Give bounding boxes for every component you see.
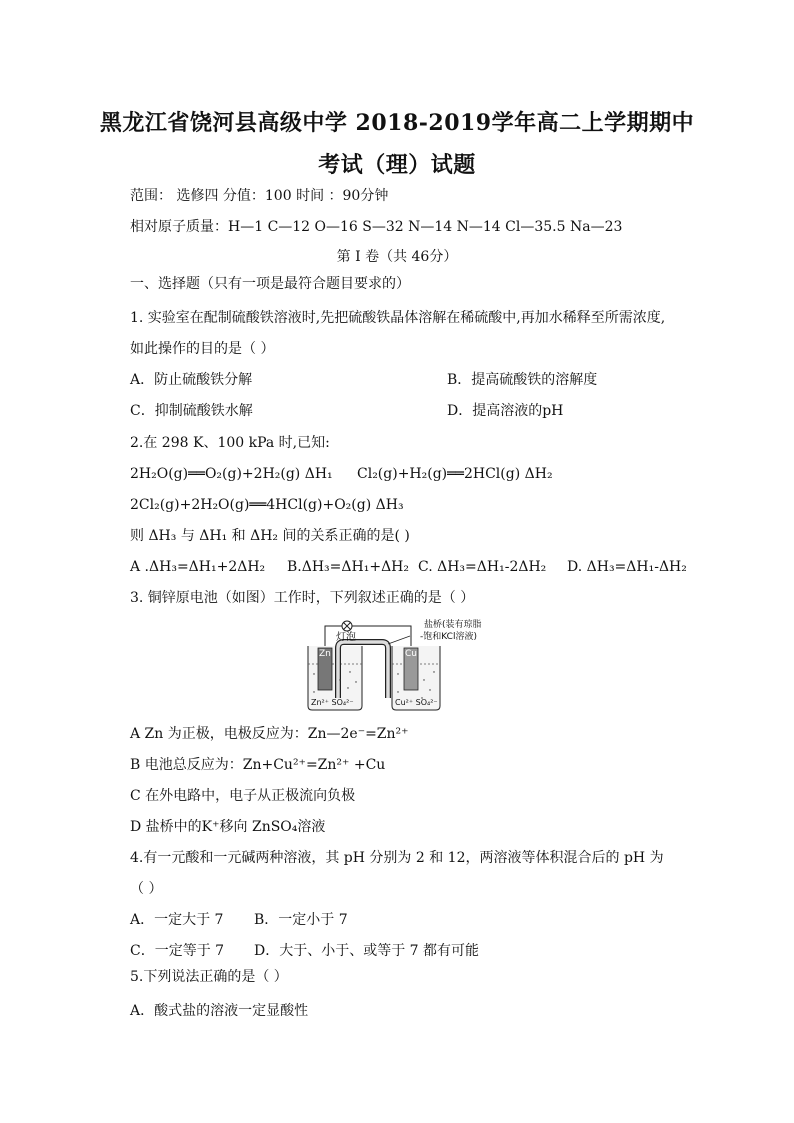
left-solution-ions: Zn²⁺ SO₄²⁻	[311, 698, 354, 707]
atomic-mass-list: 相对原子质量：H—1 C—12 O—16 S—32 N—14 N—14 Cl—35.5 Na—23	[130, 219, 623, 235]
q2-equation-3: 2Cl₂(g)+2H₂O(g)══4HCl(g)+O₂(g) ΔH₃	[130, 497, 404, 513]
q4-stem-line1: 4.有一元酸和一元碱两种溶液，其 pH 分别为 2 和 12，两溶液等体积混合后的 pH 为	[130, 850, 664, 866]
exam-scope: 范围： 选修四 分值：100 时间 ：90分钟	[130, 188, 389, 204]
salt-bridge-label-2: -饱和KCl溶液)	[420, 632, 477, 642]
q1-option-d: D．提高溶液的pH	[447, 403, 564, 419]
q4-stem-line2: （ ）	[130, 881, 163, 897]
q3-option-a: A Zn 为正极，电极反应为：Zn—2e⁻=Zn²⁺	[130, 726, 409, 742]
q5-stem: 5.下列说法正确的是（ ）	[130, 969, 288, 985]
section-heading: 一、选择题（只有一项是最符合题目要求的）	[130, 276, 410, 292]
page-title-line2: 考试（理）试题	[318, 152, 476, 178]
q4-option-c: C．一定等于 7	[130, 943, 225, 959]
q3-option-d: D 盐桥中的K⁺移向 ZnSO₄溶液	[130, 819, 326, 835]
q4-option-a: A．一定大于 7	[130, 912, 224, 928]
q3-option-c: C 在外电路中，电子从正极流向负极	[130, 788, 356, 804]
q2-option-a: A .ΔH₃=ΔH₁+2ΔH₂	[130, 559, 266, 575]
page-title-line1: 黑龙江省饶河县高级中学 2018-2019学年高二上学期期中	[99, 110, 695, 136]
q1-stem-line1: 1. 实验室在配制硫酸铁溶液时,先把硫酸铁晶体溶解在稀硫酸中,再加水稀释至所需浓度,	[130, 310, 666, 326]
q2-option-b: B.ΔH₃=ΔH₁+ΔH₂	[287, 559, 409, 575]
q4-option-d: D．大于、小于、或等于 7 都有可能	[254, 943, 480, 959]
q4-option-b: B．一定小于 7	[254, 912, 348, 928]
q1-option-b: B．提高硫酸铁的溶解度	[447, 372, 598, 388]
salt-bridge-label-1: 盐桥(装有琼脂	[424, 620, 482, 630]
q2-equation-1: 2H₂O(g)══O₂(g)+2H₂(g) ΔH₁	[130, 466, 333, 482]
volume-heading: 第 I 卷（共 46分）	[336, 249, 458, 265]
q2-ask: 则 ΔH₃ 与 ΔH₁ 和 ΔH₂ 间的关系正确的是( )	[130, 528, 410, 544]
right-solution-ions: Cu²⁺ SO₄²⁻	[395, 698, 438, 707]
q2-stem: 2.在 298 K、100 kPa 时,已知:	[130, 435, 330, 451]
galvanic-cell-figure	[300, 618, 510, 714]
q5-option-a: A．酸式盐的溶液一定显酸性	[130, 1003, 309, 1019]
q1-stem-line2: 如此操作的目的是（ ）	[130, 341, 275, 357]
q3-option-b: B 电池总反应为：Zn+Cu²⁺=Zn²⁺ +Cu	[130, 757, 386, 773]
q3-stem: 3. 铜锌原电池（如图）工作时，下列叙述正确的是（ ）	[130, 590, 475, 606]
q2-equation-2: Cl₂(g)+H₂(g)══2HCl(g) ΔH₂	[357, 466, 553, 482]
q1-option-a: A．防止硫酸铁分解	[130, 372, 253, 388]
cu-electrode-label: Cu	[405, 649, 417, 659]
q1-option-c: C．抑制硫酸铁水解	[130, 403, 253, 419]
bulb-label: 灯泡	[336, 632, 356, 643]
q2-option-c: C. ΔH₃=ΔH₁-2ΔH₂	[418, 559, 547, 575]
zn-electrode-label: Zn	[319, 649, 331, 659]
q2-option-d: D. ΔH₃=ΔH₁-ΔH₂	[567, 559, 687, 575]
